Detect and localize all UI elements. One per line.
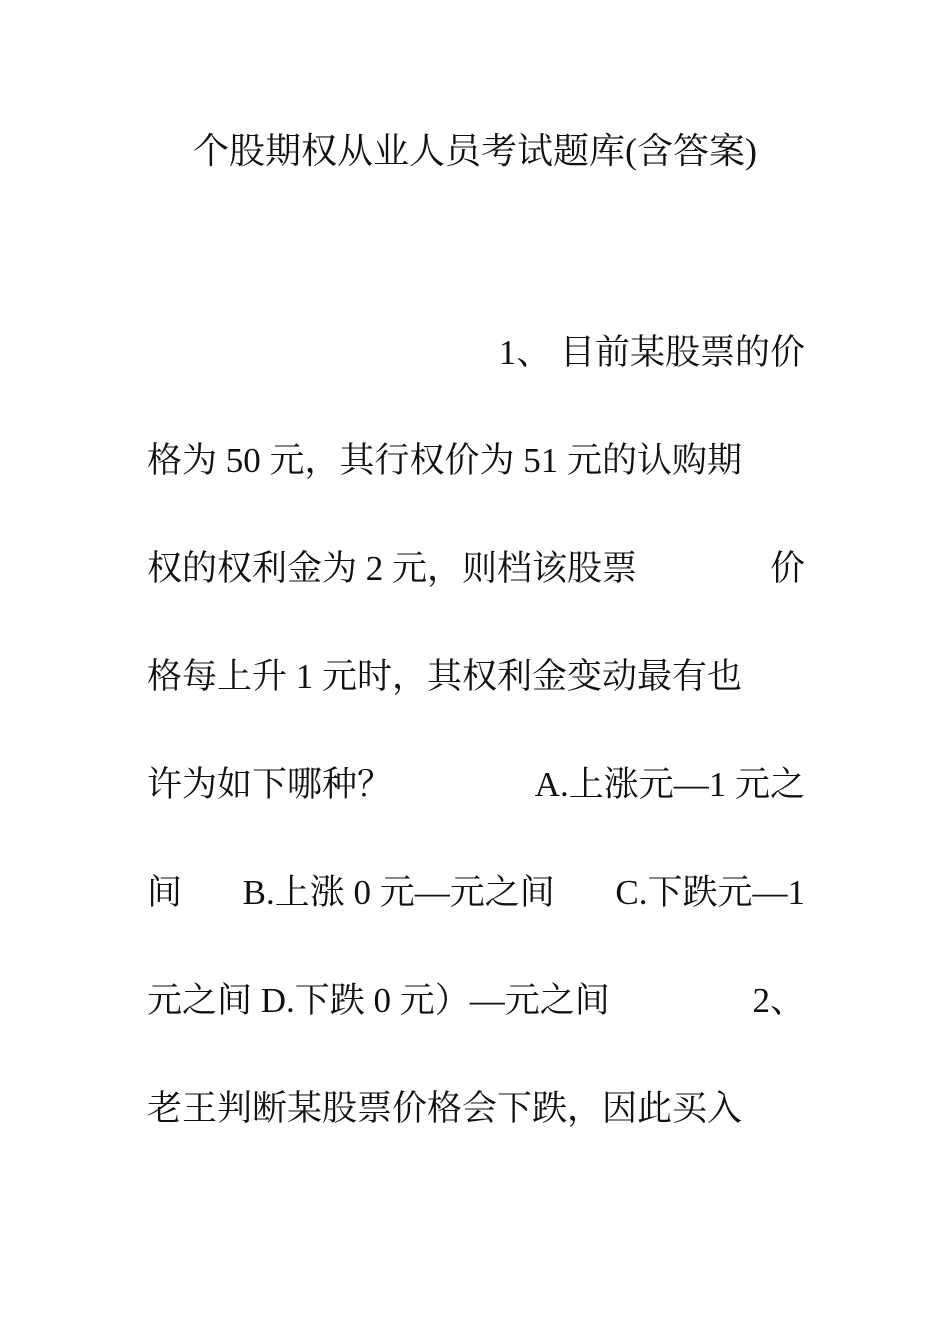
question-1-start: 1、 目前某股票的价 [498,333,805,372]
text-segment: 格为 50 元，其行权价为 51 元的认购期 [147,441,743,480]
text-segment: 老王判断某股票价格会下跌，因此买入 [147,1089,743,1128]
text-segment: 权的权利金为 2 元，则档该股票 [147,549,638,588]
option-b: B.上涨 0 元—元之间 [242,873,555,912]
text-line-6 [147,865,805,921]
option-a: A.上涨元—1 元之 [534,765,805,804]
option-d: 元之间 D.下跌 0 元）—元之间 [147,981,610,1020]
text-line-8 [147,1081,805,1137]
text-line-1 [147,325,805,381]
text-segment: 格每上升 1 元时，其权利金变动最有也 [147,657,743,696]
text-line-2 [147,433,805,489]
text-line-5 [147,757,805,813]
text-segment: 许为如下哪种？ [147,765,393,804]
text-segment: 间 [147,873,183,912]
text-line-4 [147,649,805,705]
text-segment: 价 [769,549,805,588]
option-c: C.下跌元—1 [615,873,805,912]
question-2-number: 2、 [752,981,805,1020]
text-line-3 [147,541,805,597]
document-title: 个股期权从业人员考试题库(含答案) [193,131,757,171]
text-line-7 [147,973,805,1029]
